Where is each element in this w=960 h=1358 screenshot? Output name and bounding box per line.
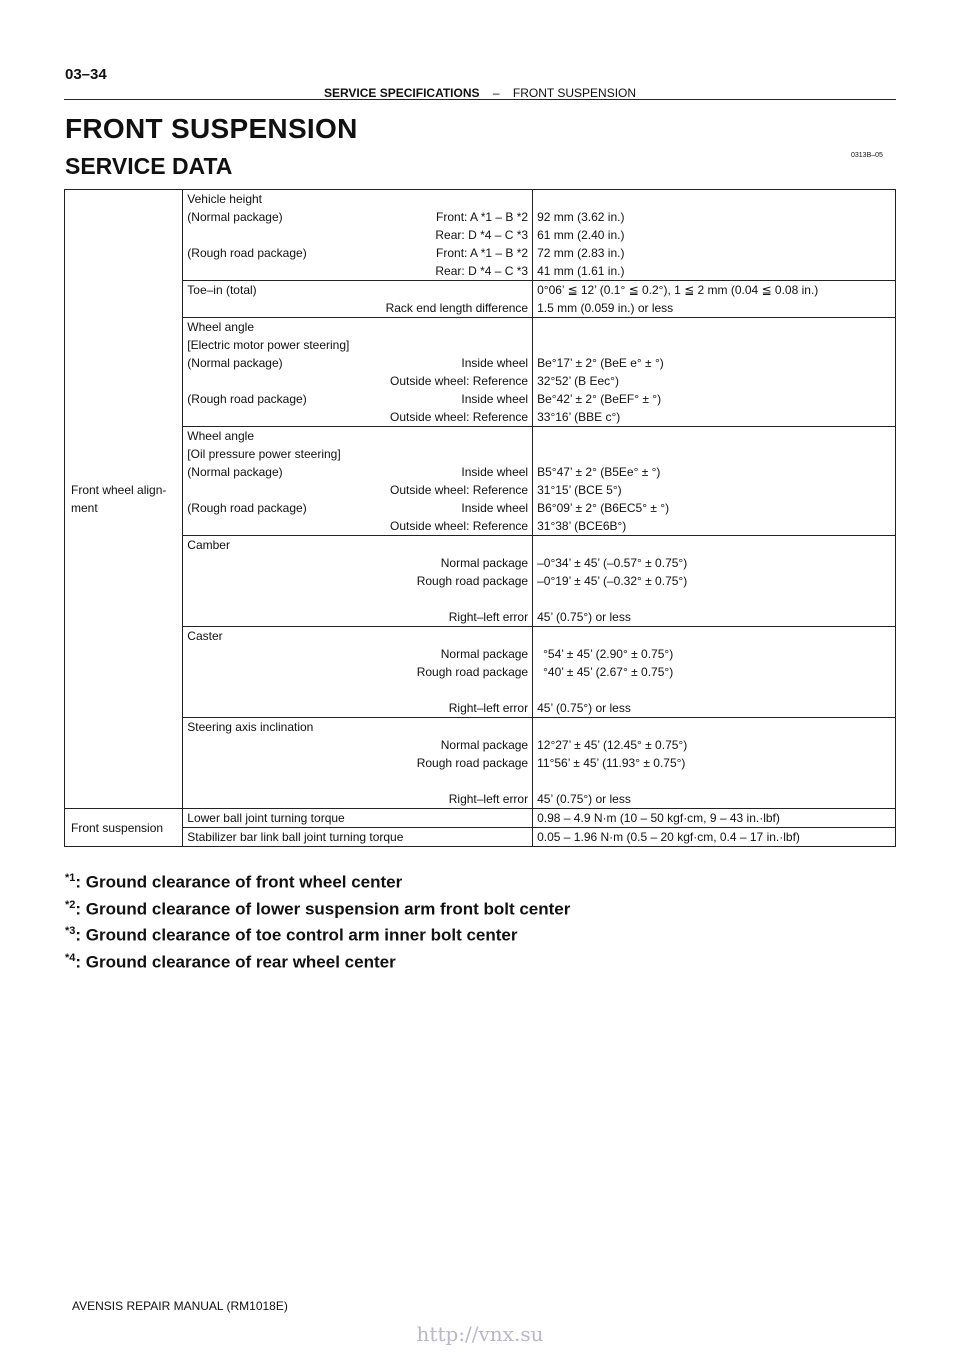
footnote xyxy=(65,867,570,894)
item-right: Outside wheel: Reference xyxy=(390,374,529,388)
page-subtitle: SERVICE DATA xyxy=(65,153,233,179)
document-code: 0313B–05 xyxy=(851,152,883,159)
item-right: Inside wheel xyxy=(461,465,529,479)
item-left: Toe–in (total) xyxy=(187,283,257,297)
item-right: Front: A *1 – B *2 xyxy=(436,246,529,260)
value: –0°34’ ± 45’ (–0.57° ± 0.75°) xyxy=(537,556,688,570)
vehicle-height-items xyxy=(183,190,533,281)
table-row-lower-ball-joint xyxy=(65,809,896,828)
item-left: (Rough road package) xyxy=(187,501,307,515)
page-title: FRONT SUSPENSION xyxy=(65,113,358,144)
value: 41 mm (1.61 in.) xyxy=(537,264,625,278)
value: 31°38’ (BCE6B°) xyxy=(537,519,627,533)
item-right: Rack end length difference xyxy=(385,301,529,315)
item-right: Outside wheel: Reference xyxy=(390,410,529,424)
value: 0.98 – 4.9 N·m (10 – 50 kgf·cm, 9 – 43 in.·lbf) xyxy=(537,811,780,825)
camber-values xyxy=(533,536,896,627)
item-right: Right–left error xyxy=(448,610,529,624)
stabilizer-link-value xyxy=(533,828,896,847)
section-header xyxy=(0,86,960,100)
item-left: (Rough road package) xyxy=(187,246,307,260)
footnote xyxy=(65,947,570,974)
subsection-title: FRONT SUSPENSION xyxy=(512,86,637,100)
item-right: Rough road package xyxy=(416,756,529,770)
value: 32°52’ (B Eec°) xyxy=(537,374,619,388)
table-row-wheel-angle-ops xyxy=(65,427,896,536)
camber-items xyxy=(183,536,533,627)
footnote xyxy=(65,894,570,921)
section-separator: – xyxy=(492,86,500,100)
item-right: Rear: D *4 – C *3 xyxy=(435,228,529,242)
steering-axis-items xyxy=(183,718,533,809)
value xyxy=(533,590,895,608)
item-left: Stabilizer bar link ball joint turning torque xyxy=(187,830,404,844)
item-left: (Normal package) xyxy=(187,356,283,370)
footnote-text: : Ground clearance of toe control arm inner bolt center xyxy=(75,925,518,945)
item-right: Normal package xyxy=(440,647,529,661)
value: Be°42’ ± 2° (BeEF° ± °) xyxy=(537,392,662,406)
wheel-angle-subtitle: [Oil pressure power steering] xyxy=(187,447,341,461)
value: 1.5 mm (0.059 in.) or less xyxy=(537,301,674,315)
footnote-mark: *4 xyxy=(65,951,76,964)
watermark-link[interactable]: http://vnx.su xyxy=(416,1322,544,1346)
footnote-mark: *1 xyxy=(65,872,76,884)
lower-ball-joint-value xyxy=(533,809,896,828)
wheel-angle-ops-items xyxy=(183,427,533,536)
value: B6°09’ ± 2° (B6EC5° ± °) xyxy=(537,501,670,515)
front-suspension-label: Front suspension xyxy=(71,820,164,835)
footnote xyxy=(65,920,570,947)
value: Be°17’ ± 2° (BeE e° ± °) xyxy=(537,356,664,370)
footnote-mark: *3 xyxy=(65,925,76,938)
front-wheel-alignment-label: Front wheel align- ment xyxy=(71,483,167,515)
wheel-angle-subtitle: [Electric motor power steering] xyxy=(187,338,350,352)
page-footer: AVENSIS REPAIR MANUAL (RM1018E) xyxy=(72,1299,288,1313)
item-right: Rough road package xyxy=(416,665,529,679)
table-row-steering-axis xyxy=(65,718,896,809)
item-right: Right–left error xyxy=(448,701,529,715)
item-left: Lower ball joint turning torque xyxy=(187,811,345,825)
item-right: Outside wheel: Reference xyxy=(390,483,529,497)
value: °40’ ± 45’ (2.67° ± 0.75°) xyxy=(543,665,674,679)
item-right: Inside wheel xyxy=(461,356,529,370)
steering-axis-title: Steering axis inclination xyxy=(187,720,314,734)
item-left: (Rough road package) xyxy=(187,392,307,406)
item-left: (Normal package) xyxy=(187,210,283,224)
header-rule xyxy=(64,99,896,100)
table-row-wheel-angle-eps xyxy=(65,318,896,427)
item-right: Rear: D *4 – C *3 xyxy=(435,264,529,278)
lower-ball-joint-item xyxy=(183,809,533,828)
toe-in-values xyxy=(533,281,896,318)
item-right: Inside wheel xyxy=(461,392,529,406)
value: 11°56’ ± 45’ (11.93° ± 0.75°) xyxy=(537,756,686,770)
front-wheel-alignment-cell xyxy=(65,190,183,809)
value: °54’ ± 45’ (2.90° ± 0.75°) xyxy=(543,647,674,661)
table-row-stabilizer-link xyxy=(65,828,896,847)
value: 61 mm (2.40 in.) xyxy=(537,228,625,242)
footnote-text: : Ground clearance of rear wheel center xyxy=(75,952,396,972)
value: 0.05 – 1.96 N·m (0.5 – 20 kgf·cm, 0.4 – 17 in.·lbf) xyxy=(537,830,800,844)
table-row-vehicle-height xyxy=(65,190,896,281)
value: 12°27’ ± 45’ (12.45° ± 0.75°) xyxy=(537,738,688,752)
value: 31°15’ (BCE 5°) xyxy=(537,483,622,497)
table-row-camber xyxy=(65,536,896,627)
footnote-text: : Ground clearance of lower suspension arm front bolt center xyxy=(75,899,571,919)
caster-values xyxy=(533,627,896,718)
wheel-angle-eps-values xyxy=(533,318,896,427)
value: B5°47’ ± 2° (B5Ee° ± °) xyxy=(537,465,661,479)
value: 33°16’ (BBE c°) xyxy=(537,410,621,424)
front-suspension-cell xyxy=(65,809,183,847)
wheel-angle-title: Wheel angle xyxy=(187,429,254,443)
page-number: 03–34 xyxy=(65,66,107,83)
table-row-toe-in xyxy=(65,281,896,318)
wheel-angle-eps-items xyxy=(183,318,533,427)
value: 45’ (0.75°) or less xyxy=(537,701,631,715)
table-row-caster xyxy=(65,627,896,718)
value: 72 mm (2.83 in.) xyxy=(537,246,625,260)
toe-in-items xyxy=(183,281,533,318)
item-left: (Normal package) xyxy=(187,465,283,479)
camber-title: Camber xyxy=(187,538,230,552)
value: 45’ (0.75°) or less xyxy=(537,792,631,806)
item-right: Normal package xyxy=(440,556,529,570)
footnotes xyxy=(65,867,570,974)
value: 92 mm (3.62 in.) xyxy=(537,210,625,224)
caster-items xyxy=(183,627,533,718)
caster-title: Caster xyxy=(187,629,223,643)
steering-axis-values xyxy=(533,718,896,809)
value xyxy=(533,681,895,699)
footnote-mark: *2 xyxy=(65,898,76,911)
service-data-table xyxy=(64,189,896,847)
wheel-angle-title: Wheel angle xyxy=(187,320,254,334)
item-right: Inside wheel xyxy=(461,501,529,515)
section-title: SERVICE SPECIFICATIONS xyxy=(323,86,480,100)
item-right: Front: A *1 – B *2 xyxy=(436,210,529,224)
item-right: Right–left error xyxy=(448,792,529,806)
value xyxy=(533,772,895,790)
vehicle-height-values xyxy=(533,190,896,281)
footnote-text: : Ground clearance of front wheel center xyxy=(75,872,403,892)
item-right: Outside wheel: Reference xyxy=(390,519,529,533)
wheel-angle-ops-values xyxy=(533,427,896,536)
value: 45’ (0.75°) or less xyxy=(537,610,631,624)
stabilizer-link-item xyxy=(183,828,533,847)
item-right: Rough road package xyxy=(416,574,529,588)
value: 0°06’ ≦ 12’ (0.1° ≦ 0.2°), 1 ≦ 2 mm (0.04 ≦ 0.08 in.) xyxy=(537,283,819,297)
vehicle-height-title: Vehicle height xyxy=(187,192,263,206)
value: –0°19’ ± 45’ (–0.32° ± 0.75°) xyxy=(537,574,688,588)
item-right: Normal package xyxy=(440,738,529,752)
